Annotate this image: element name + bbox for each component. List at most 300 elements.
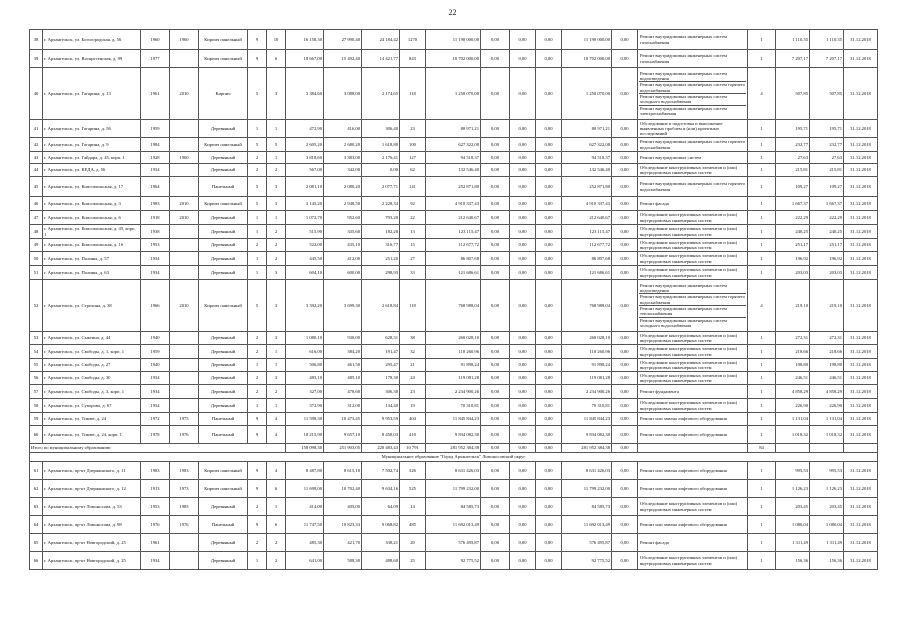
table-row [30, 50, 878, 68]
cell-work [638, 252, 748, 266]
cell-y1: 1972 [141, 413, 170, 426]
cell-p: 22 [400, 211, 426, 225]
cell-work [638, 177, 748, 197]
cell-work [638, 152, 748, 164]
cell-p: 141 [400, 177, 426, 197]
cell-mat: Деревянный [199, 552, 248, 570]
cell-s: 123 115,47 [426, 225, 481, 239]
cell-z3: 0,00 [536, 164, 562, 177]
cell-z1: 0,00 [481, 332, 510, 345]
cell-y1: 1928 [141, 152, 170, 164]
cell-z2: 0,00 [510, 280, 536, 332]
cell-n: 39 [30, 50, 43, 68]
cell-addr: г. Архангельск, ул. Полины, д. 57 [43, 252, 141, 266]
cell-z4: 0,00 [612, 138, 638, 152]
cell-d: 31.12.2018 [844, 225, 878, 239]
cell-y2 [170, 120, 199, 138]
cell-mat: Панельный [199, 426, 248, 444]
cell-a: 11 598,30 [286, 413, 324, 426]
cell-f: 5 [248, 68, 267, 120]
cell-e: 6 [267, 516, 286, 534]
cell-b: 421,70 [324, 534, 362, 552]
cell-d: 31.12.2018 [844, 30, 878, 50]
cell-q: 1 [748, 516, 776, 534]
cell-y1: 1938 [141, 225, 170, 239]
cell-mat: Кирпич панельный [199, 280, 248, 332]
cell-u2: 218,66 [810, 345, 844, 359]
cell-a: 8 487,80 [286, 462, 324, 480]
cell-y1: 1977 [141, 50, 170, 68]
cell-q: 1 [748, 50, 776, 68]
cell-y1: 1961 [141, 534, 170, 552]
cell-mat: Деревянный [199, 252, 248, 266]
cell-s: 94 518,37 [426, 152, 481, 164]
cell-q: 1 [748, 413, 776, 426]
cell-u2: 1 018,32 [810, 426, 844, 444]
cell-u2: 226,90 [810, 399, 844, 413]
cell-p: 38 [400, 332, 426, 345]
work-item: Обследование конструктивных элементов и (или) внутридомовых инженерных систем [640, 501, 738, 512]
cell-addr: г. Архангельск, ул. Свободы, д. 30 [43, 372, 141, 385]
table-row [30, 120, 878, 138]
cell-c: 316,77 [362, 239, 400, 252]
cell-q: 1 [748, 332, 776, 345]
cell-z3: 0,00 [536, 68, 562, 120]
cell-z2: 0,00 [510, 359, 536, 372]
cell-u1: 195,71 [776, 120, 810, 138]
cell-f: 5 [248, 138, 267, 152]
cell-z4: 0,00 [612, 152, 638, 164]
cell-work [638, 413, 748, 426]
cell-p: 843 [400, 50, 426, 68]
cell-work [638, 211, 748, 225]
work-item: Ремонт внутридомовых инженерных систем теплоснабжения [639, 306, 746, 318]
cell-u2: 222,29 [810, 211, 844, 225]
cell-s2: 119 081,28 [562, 372, 612, 385]
cell-u2: 232,77 [810, 138, 844, 152]
cell-b: 27 990,40 [324, 30, 362, 50]
cell-mat: Деревянный [199, 225, 248, 239]
cell-y1: 1934 [141, 164, 170, 177]
cell-addr: г. Архангельск, ул. Свободы, д. 3, корп. 1 [43, 385, 141, 399]
cell-z2: 0,00 [510, 211, 536, 225]
cell-u1: 1 018,32 [776, 426, 810, 444]
work-item: Ремонт внутридомовых систем [640, 154, 702, 160]
cell-p: 118 [400, 280, 426, 332]
work-item: Ремонт или замена лифтового оборудования [640, 485, 727, 491]
cell-work [638, 30, 748, 50]
cell-work [638, 372, 748, 385]
cell-y1: 1966 [141, 280, 170, 332]
cell-u2: 1 080,04 [810, 516, 844, 534]
cell-s2: 4 910 337,43 [562, 197, 612, 211]
cell-p: 23 [400, 385, 426, 399]
cell-z3: 0,00 [536, 372, 562, 385]
work-item: Ремонт внутридомовых инженерных систем электроснабжения [640, 105, 727, 116]
cell-work [638, 138, 748, 152]
cell-s2: 576 495,87 [562, 534, 612, 552]
cell-work [638, 50, 748, 68]
cell-b: 10 823,33 [324, 516, 362, 534]
cell-z1: 0,00 [481, 462, 510, 480]
cell-mat: Кирпич панельный [199, 480, 248, 498]
table-row [30, 480, 878, 498]
cell-d: 31.12.2018 [844, 266, 878, 280]
cell-s: 9 834 082,30 [426, 426, 481, 444]
cell-work [638, 239, 748, 252]
cell-u2: 1 131,04 [810, 413, 844, 426]
cell-e: 6 [267, 50, 286, 68]
cell-y2 [170, 266, 199, 280]
cell-z1: 0,00 [481, 480, 510, 498]
cell-s: 91 898,24 [426, 359, 481, 372]
cell-s: 86 807,68 [426, 252, 481, 266]
cell-u1: 1 131,04 [776, 413, 810, 426]
cell-z3: 0,00 [536, 399, 562, 413]
cell-s: 132 546,40 [426, 164, 481, 177]
cell-y2: 1976 [170, 516, 199, 534]
cell-f: 1 [248, 225, 267, 239]
section-title: Муниципальное образование "Город Архангельск" Ломоносовский округ [30, 453, 878, 462]
cell-u1: 196,92 [776, 252, 810, 266]
cell-d: 31.12.2018 [844, 552, 878, 570]
cell-y1: 1913 [141, 480, 170, 498]
cell-z4: 0,00 [612, 385, 638, 399]
cell-work [638, 498, 748, 516]
table-row [30, 462, 878, 480]
table-row [30, 516, 878, 534]
cell-b: 10 473,45 [324, 413, 362, 426]
cell-y2 [170, 345, 199, 359]
cell-p: 525 [400, 480, 426, 498]
cell-b: 435,10 [324, 239, 362, 252]
table-row [30, 266, 878, 280]
cell-s: 11 692 013,49 [426, 516, 481, 534]
cell-n: 61 [30, 462, 43, 480]
cell-addr: г. Архангельск, ул. Сыктина, д. 44 [43, 332, 141, 345]
cell-u2: 203,45 [810, 498, 844, 516]
cell-a: 16 158,30 [286, 30, 324, 50]
cell-z1: 0,00 [481, 516, 510, 534]
cell-p: 15 [400, 239, 426, 252]
cell-e: 4 [267, 462, 286, 480]
work-item: Ремонт или замена лифтового оборудования [640, 467, 727, 473]
cell-d: 31.12.2018 [844, 426, 878, 444]
cell-z2: 0,00 [510, 266, 536, 280]
cell-s: 112 677,72 [426, 239, 481, 252]
cell-y2 [170, 239, 199, 252]
cell-b: 412,00 [324, 252, 362, 266]
work-item: Ремонт внутридомовых инженерных систем холодного водоснабжения [640, 317, 727, 328]
cell-d: 31.12.2018 [844, 120, 878, 138]
cell-z3: 0,00 [536, 225, 562, 239]
cell-z4: 0,00 [612, 534, 638, 552]
cell-z3: 0,00 [536, 480, 562, 498]
cell-work [638, 280, 748, 332]
cell-c: 298,93 [362, 266, 400, 280]
cell-z4: 0,00 [612, 332, 638, 345]
cell-q: 1 [748, 252, 776, 266]
cell-z3: 0,00 [536, 120, 562, 138]
cell-work [638, 266, 748, 280]
cell-e: 3 [267, 68, 286, 120]
cell-s: 121 686,61 [426, 266, 481, 280]
cell-f: 9 [248, 30, 267, 50]
cell-b: 3 088,00 [324, 68, 362, 120]
table-row [30, 345, 878, 359]
cell-e: 3 [267, 266, 286, 280]
cell-mat: Деревянный [199, 152, 248, 164]
cell-q: 1 [748, 197, 776, 211]
cell-u1: 240,25 [776, 225, 810, 239]
cell-p: 1270 [400, 30, 426, 50]
cell-addr: г. Архангельск, пр-кт Новгородский, д. 25 [43, 552, 141, 570]
cell-n: 56 [30, 372, 43, 385]
cell-z3: 0,00 [536, 138, 562, 152]
cell-n: 50 [30, 252, 43, 266]
cell-b: 2 080,20 [324, 177, 362, 197]
table-row [30, 197, 878, 211]
cell-z2: 0,00 [510, 138, 536, 152]
cell-u2: 4 858,29 [810, 385, 844, 399]
cell-c: 9 068,82 [362, 516, 400, 534]
cell-b: 9 657,10 [324, 426, 362, 444]
cell-e: 1 [267, 152, 286, 164]
cell-d: 31.12.2018 [844, 345, 878, 359]
cell-b: 478,60 [324, 385, 362, 399]
cell-z2: 0,00 [510, 225, 536, 239]
cell-a: 485,30 [286, 534, 324, 552]
cell-s2: 8 631 426,03 [562, 462, 612, 480]
cell-work [638, 399, 748, 413]
cell-p: 20 [400, 534, 426, 552]
cell-u2: 198,80 [810, 359, 844, 372]
cell-addr: г. Архангельск, ул. Свободы, д. 27 [43, 359, 141, 372]
cell-u1: 251,17 [776, 239, 810, 252]
cell-mat: Деревянный [199, 372, 248, 385]
cell-p: 410 [400, 426, 426, 444]
cell-s: 768 988,04 [426, 280, 481, 332]
cell-z4: 0,00 [612, 372, 638, 385]
cell-addr: г. Архангельск, пр-кт Новгородский, д. 25 [43, 534, 141, 552]
section-header-row [30, 453, 878, 462]
work-item: Обследование конструктивных элементов и (или) внутридомовых инженерных систем [640, 267, 738, 278]
cell-z2: 0,00 [510, 345, 536, 359]
cell-y1: 1961 [141, 68, 170, 120]
table-row [30, 252, 878, 266]
cell-y2 [170, 50, 199, 68]
cell-c: 793,20 [362, 211, 400, 225]
cell-q: 1 [748, 426, 776, 444]
cell-d: 31.12.2018 [844, 280, 878, 332]
cell-u1: 203,45 [776, 498, 810, 516]
cell-a: 641,00 [286, 552, 324, 570]
cell-z1: 0,00 [481, 138, 510, 152]
cell-z3: 0,00 [536, 266, 562, 280]
cell-s2: 627 322,08 [562, 138, 612, 152]
cell-a: 3 392,20 [286, 280, 324, 332]
cell-z4: 0,00 [612, 413, 638, 426]
cell-a: 472,90 [286, 120, 324, 138]
cell-z2: 0,00 [510, 516, 536, 534]
cell-z2: 0,00 [510, 413, 536, 426]
cell-z4: 0,00 [612, 30, 638, 50]
cell-mat: Панельный [199, 516, 248, 534]
cell-z1: 0,00 [481, 50, 510, 68]
cell-s2: 10 702 000,00 [562, 50, 612, 68]
cell-e: 2 [267, 385, 286, 399]
cell-z3: 0,00 [536, 345, 562, 359]
cell-z4: 0,00 [612, 345, 638, 359]
cell-y2: 1960 [170, 152, 199, 164]
cell-d: 31.12.2018 [844, 177, 878, 197]
cell-z4: 0,00 [612, 480, 638, 498]
cell-e: 2 [267, 534, 286, 552]
cell-u2: 995,53 [810, 462, 844, 480]
cell-u1: 1 311,49 [776, 534, 810, 552]
cell-n: 41 [30, 120, 43, 138]
work-item: Обследование конструктивных элементов и (или) внутридомовых инженерных систем [640, 164, 738, 175]
cell-a: 616,00 [286, 345, 324, 359]
cell-y2: 2010 [170, 211, 199, 225]
cell-q: 1 [748, 480, 776, 498]
cell-z3: 0,00 [536, 211, 562, 225]
cell-q: 1 [748, 211, 776, 225]
cell-s: 11 799 232,00 [426, 480, 481, 498]
cell-addr: г. Архангельск, пр-кт Ломоносова, д. 53 [43, 498, 141, 516]
cell-z2: 0,00 [510, 399, 536, 413]
cell-s2: 11 845 844,23 [562, 413, 612, 426]
table-row [30, 498, 878, 516]
cell-c: 8 458,03 [362, 426, 400, 444]
cell-b: 461,50 [324, 359, 362, 372]
cell-s2: 70 310,81 [562, 399, 612, 413]
table-row [30, 332, 878, 345]
cell-z1: 0,00 [481, 280, 510, 332]
cell-c: 9 953,59 [362, 413, 400, 426]
cell-d: 31.12.2018 [844, 50, 878, 68]
cell-u1: 203,03 [776, 266, 810, 280]
cell-y2: 2010 [170, 68, 199, 120]
cell-work [638, 164, 748, 177]
cell-s2: 112 677,72 [562, 239, 612, 252]
cell-e: 4 [267, 413, 286, 426]
cell-y1: 1983 [141, 462, 170, 480]
cell-y1: 1964 [141, 177, 170, 197]
table-row [30, 426, 878, 444]
cell-z2: 0,00 [510, 68, 536, 120]
cell-a: 11 699,00 [286, 480, 324, 498]
cell-u2: 272,31 [810, 332, 844, 345]
cell-z4: 0,00 [612, 552, 638, 570]
cell-b: 10 702,40 [324, 480, 362, 498]
cell-f: 2 [248, 152, 267, 164]
cell-z1: 0,00 [481, 385, 510, 399]
cell-s: 627 322,08 [426, 138, 481, 152]
cell-p: 404 [400, 413, 426, 426]
cell-p: 14 [400, 498, 426, 516]
cell-f: 1 [248, 266, 267, 280]
cell-b: 312,00 [324, 399, 362, 413]
cell-n: 52 [30, 280, 43, 332]
work-item: Обследование конструктивных элементов и (или) внутридомовых инженерных систем [640, 346, 738, 357]
cell-u1: 1 126,23 [776, 480, 810, 498]
cell-u1: 1 110,35 [776, 30, 810, 50]
table-row [30, 138, 878, 152]
cell-y2 [170, 359, 199, 372]
cell-z2: 0,00 [510, 30, 536, 50]
cell-s2: 132 546,40 [562, 164, 612, 177]
cell-c: 7 502,74 [362, 462, 400, 480]
cell-s2: 92 775,52 [562, 552, 612, 570]
cell-u1: 226,90 [776, 399, 810, 413]
cell-d: 31.12.2018 [844, 413, 878, 426]
cell-p: 92 [400, 197, 426, 211]
table-row [30, 372, 878, 385]
cell-e: 10 [267, 30, 286, 50]
cell-mat: Панельный [199, 177, 248, 197]
cell-z1: 0,00 [481, 120, 510, 138]
work-item: Обследование конструктивных элементов и (или) внутридомовых инженерных систем [640, 555, 738, 566]
cell-y2 [170, 252, 199, 266]
work-item: Ремонт фундамента [640, 388, 679, 394]
cell-n: 63 [30, 498, 43, 516]
table-row [30, 225, 878, 239]
cell-z2: 0,00 [510, 385, 536, 399]
cell-u1: 156,36 [776, 552, 810, 570]
cell-z2: 0,00 [510, 120, 536, 138]
capital-repair-register-table [29, 29, 878, 570]
work-item: Ремонт фасада [640, 539, 669, 545]
cell-work [638, 462, 748, 480]
cell-f: 2 [248, 534, 267, 552]
cell-s: 11 845 844,23 [426, 413, 481, 426]
cell-u2: 156,36 [810, 552, 844, 570]
cell-mat: Кирпич панельный [199, 462, 248, 480]
cell-z2: 0,00 [510, 498, 536, 516]
cell-n: 58 [30, 399, 43, 413]
cell-addr: г. Архангельск, ул. Стрелина, д. 38 [43, 280, 141, 332]
cell-s2: 2 234 900,26 [562, 385, 612, 399]
cell-z4: 0,00 [612, 359, 638, 372]
cell-b: 8 615,10 [324, 462, 362, 480]
cell-c: 628,31 [362, 332, 400, 345]
cell-b: 930,00 [324, 332, 362, 345]
cell-c: 64,09 [362, 498, 400, 516]
cell-p: 326 [400, 462, 426, 480]
cell-s: 1 250 070,00 [426, 68, 481, 120]
cell-z1: 0,00 [481, 534, 510, 552]
cell-y1: 1959 [141, 345, 170, 359]
table-row [30, 413, 878, 426]
work-item: Обследование конструктивных элементов и (или) внутридомовых инженерных систем [640, 253, 738, 264]
cell-n: 44 [30, 164, 43, 177]
cell-u2: 109,27 [810, 177, 844, 197]
total-row: Итого по муниципальному образованию: 158 098,30 251 903,05 220 483,43 10 791 281 952 384,38 0,00 0,00 0,00 281 952 384,38 0,00 84 [30, 444, 878, 453]
cell-z3: 0,00 [536, 426, 562, 444]
cell-z1: 0,00 [481, 266, 510, 280]
cell-s2: 86 807,68 [562, 252, 612, 266]
cell-e: 2 [267, 225, 286, 239]
cell-z4: 0,00 [612, 498, 638, 516]
cell-a: 1 080,10 [286, 332, 324, 345]
cell-z3: 0,00 [536, 516, 562, 534]
table-row [30, 280, 878, 332]
cell-c: 306,30 [362, 385, 400, 399]
cell-f: 2 [248, 164, 267, 177]
work-item: Обследование конструктивных элементов и (или) внутридомовых инженерных систем [640, 332, 738, 343]
cell-s2: 91 898,24 [562, 359, 612, 372]
